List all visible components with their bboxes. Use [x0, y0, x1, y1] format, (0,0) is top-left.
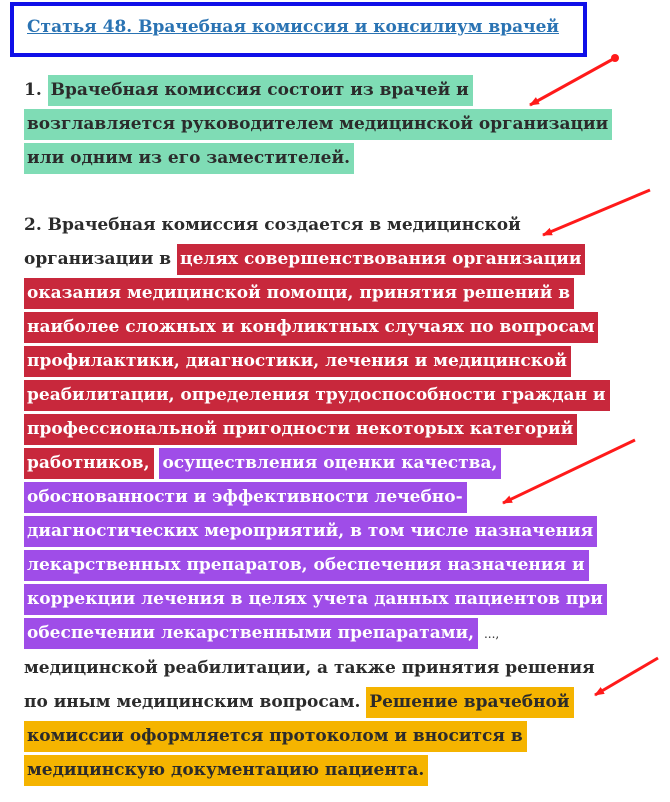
paragraph-1: [24, 73, 614, 175]
highlight-purple: осуществления оценки качества, обоснованности и эффективности лечебно-диагностических мероприятий, в том числе назначения лекарственных препаратов, обеспечения назначения и коррекции лечения в целях учета данных пациентов при обеспечении лекарственными препаратами,: [24, 448, 607, 649]
ellipsis: ...,: [483, 627, 500, 641]
paragraph-2-middle: медицинской реабилитации, а также принятия решения по иным медицинским вопросам.: [24, 658, 595, 712]
paragraph-1-number: 1.: [24, 80, 42, 100]
paragraph-2-intro: Врачебная комиссия создается в медицинской организации в: [24, 215, 521, 269]
paragraph-2: [24, 208, 614, 787]
red-arrow-1-dot: [611, 54, 619, 62]
highlight-orange: Решение врачебной комиссии оформляется протоколом и вносится в медицинскую документацию пациента.: [24, 687, 574, 786]
highlight-red: целях совершенствования организации оказания медицинской помощи, принятия решений в наиболее сложных и конфликтных случаях по вопросам профилактики, диагностики, лечения и медицинской реабилитации, определения трудоспособности граждан и профессиональной пригодности некоторых категорий работников,: [24, 244, 610, 479]
article-title-link[interactable]: Статья 48. Врачебная комиссия и консилиум врачей: [27, 17, 559, 37]
paragraph-2-number: 2.: [24, 215, 42, 235]
title-box: [10, 2, 587, 57]
highlight-green: Врачебная комиссия состоит из врачей и возглавляется руководителем медицинской организации или одним из его заместителей.: [24, 75, 612, 174]
